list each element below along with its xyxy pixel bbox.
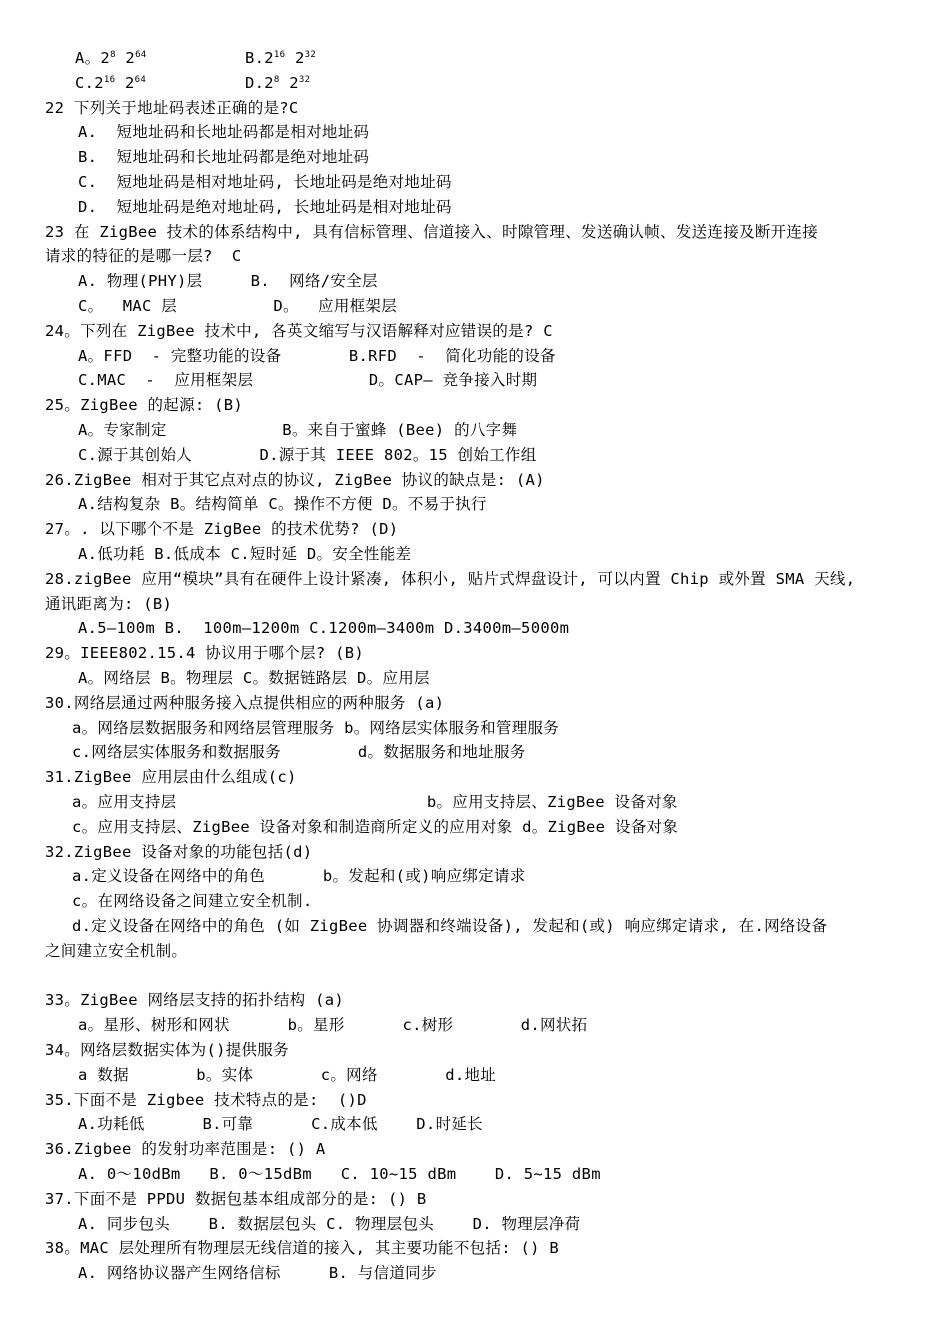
option-cell: $B.2^{16}$ $2^{32}$ (245, 49, 317, 67)
option-line: c。应用支持层、ZigBee 设备对象和制造商所定义的应用对象 d。ZigBee 设备对象 (72, 817, 679, 836)
question-line: 25。ZigBee 的起源: (B) (45, 396, 244, 415)
option-line: A.结构复杂 B。结构简单 C。操作不方便 D。不易于执行 (78, 495, 487, 514)
question-line: 30.网络层通过两种服务接入点提供相应的两种服务 (a) (45, 693, 445, 712)
question-line: 26.ZigBee 相对于其它点对点的协议, ZigBee 协议的缺点是: (A) (45, 470, 545, 489)
option-line: a。星形、树形和网状 b。星形 c.树形 d.网状拓 (78, 1016, 588, 1035)
question-line: 37.下面不是 PPDU 数据包基本组成部分的是: () B (45, 1189, 427, 1208)
option-line: a.定义设备在网络中的角色 b。发起和(或)响应绑定请求 (72, 867, 526, 886)
option-line: C.MAC - 应用框架层 D。CAP— 竞争接入时期 (78, 371, 538, 390)
option-line: A。FFD - 完整功能的设备 B.RFD - 简化功能的设备 (78, 346, 556, 365)
option-line: A.5—100m B. 100m—1200m C.1200m—3400m D.3400m—5000m (78, 619, 570, 638)
option-line: A. 0～10dBm B. 0～15dBm C. 10~15 dBm D. 5~15 dBm (78, 1165, 601, 1183)
question-line: 请求的特征的是哪一层? C (45, 247, 242, 266)
question-line: 22 下列关于地址码表述正确的是?C (45, 98, 299, 117)
question-line: 23 在 ZigBee 技术的体系结构中, 具有信标管理、信道接入、时隙管理、发送确认帧、发送连接及断开连接 (45, 222, 819, 241)
question-line: 27。. 以下哪个不是 ZigBee 的技术优势? (D) (45, 520, 399, 539)
question-line: 24。下列在 ZigBee 技术中, 各英文缩写与汉语解释对应错误的是? C (45, 321, 553, 340)
option-line: A。专家制定 B。来自于蜜蜂 (Bee) 的八字舞 (78, 421, 518, 439)
question-line: 29。IEEE802.15.4 协议用于哪个层? (B) (45, 644, 365, 663)
option-line: A。网络层 B。物理层 C。数据链路层 D。应用层 (78, 669, 430, 687)
option-line: a。网络层数据服务和网络层管理服务 b。网络层实体服务和管理服务 (72, 718, 560, 737)
option-row (0, 48, 900, 68)
option-cell: $C.2^{16}$ $2^{64}$ (75, 73, 147, 92)
option-cell: A。$2^8$ $2^{64}$ (75, 49, 147, 67)
option-line: C. 短地址码是相对地址码, 长地址码是绝对地址码 (78, 173, 452, 191)
option-line: A.功耗低 B.可靠 C.成本低 D.时延长 (78, 1115, 483, 1134)
option-line: a 数据 b。实体 c。网络 d.地址 (78, 1065, 497, 1084)
option-line: a。应用支持层 b。应用支持层、ZigBee 设备对象 (72, 793, 678, 811)
option-line: A. 网络协议器产生网络信标 B. 与信道同步 (78, 1264, 437, 1283)
option-line: C。 MAC 层 D。 应用框架层 (78, 297, 398, 315)
question-line: 之间建立安全机制。 (45, 941, 188, 960)
option-line: A. 物理(PHY)层 B. 网络/安全层 (78, 272, 378, 291)
option-cell: $D.2^8$ $2^{32}$ (245, 73, 311, 92)
option-line: A.低功耗 B.低成本 C.短时延 D。安全性能差 (78, 545, 412, 563)
question-line: 34。网络层数据实体为()提供服务 (45, 1041, 289, 1059)
question-line: 38。MAC 层处理所有物理层无线信道的接入, 其主要功能不包括: () B (45, 1239, 560, 1258)
question-line: 35.下面不是 Zigbee 技术特点的是: ()D (45, 1090, 367, 1109)
option-line: c.网络层实体服务和数据服务 d。数据服务和地址服务 (72, 743, 526, 762)
question-line: 33。ZigBee 网络层支持的拓扑结构 (a) (45, 991, 345, 1010)
option-line: d.定义设备在网络中的角色 (如 ZigBee 协调器和终端设备), 发起和(或) 响应绑定请求, 在.网络设备 (72, 917, 828, 935)
question-line: 36.Zigbee 的发射功率范围是: () A (45, 1140, 326, 1159)
question-line: 31.ZigBee 应用层由什么组成(c) (45, 768, 297, 787)
option-line: C.源于其创始人 D.源于其 IEEE 802。15 创始工作组 (78, 445, 537, 464)
question-line: 通讯距离为: (B) (45, 594, 173, 613)
question-line: 32.ZigBee 设备对象的功能包括(d) (45, 842, 313, 861)
option-row (0, 73, 900, 93)
question-line: 28.zigBee 应用“模块”具有在硬件上设计紧凑, 体积小, 贴片式焊盘设计, 可以内置 Chip 或外置 SMA 天线, (45, 569, 856, 588)
option-line: c。在网络设备之间建立安全机制. (72, 892, 313, 911)
option-line: A. 同步包头 B. 数据层包头 C. 物理层包头 D. 物理层净荷 (78, 1214, 581, 1233)
option-line: D. 短地址码是绝对地址码, 长地址码是相对地址码 (78, 197, 452, 216)
option-line: A. 短地址码和长地址码都是相对地址码 (78, 123, 370, 142)
option-line: B. 短地址码和长地址码都是绝对地址码 (78, 148, 370, 167)
